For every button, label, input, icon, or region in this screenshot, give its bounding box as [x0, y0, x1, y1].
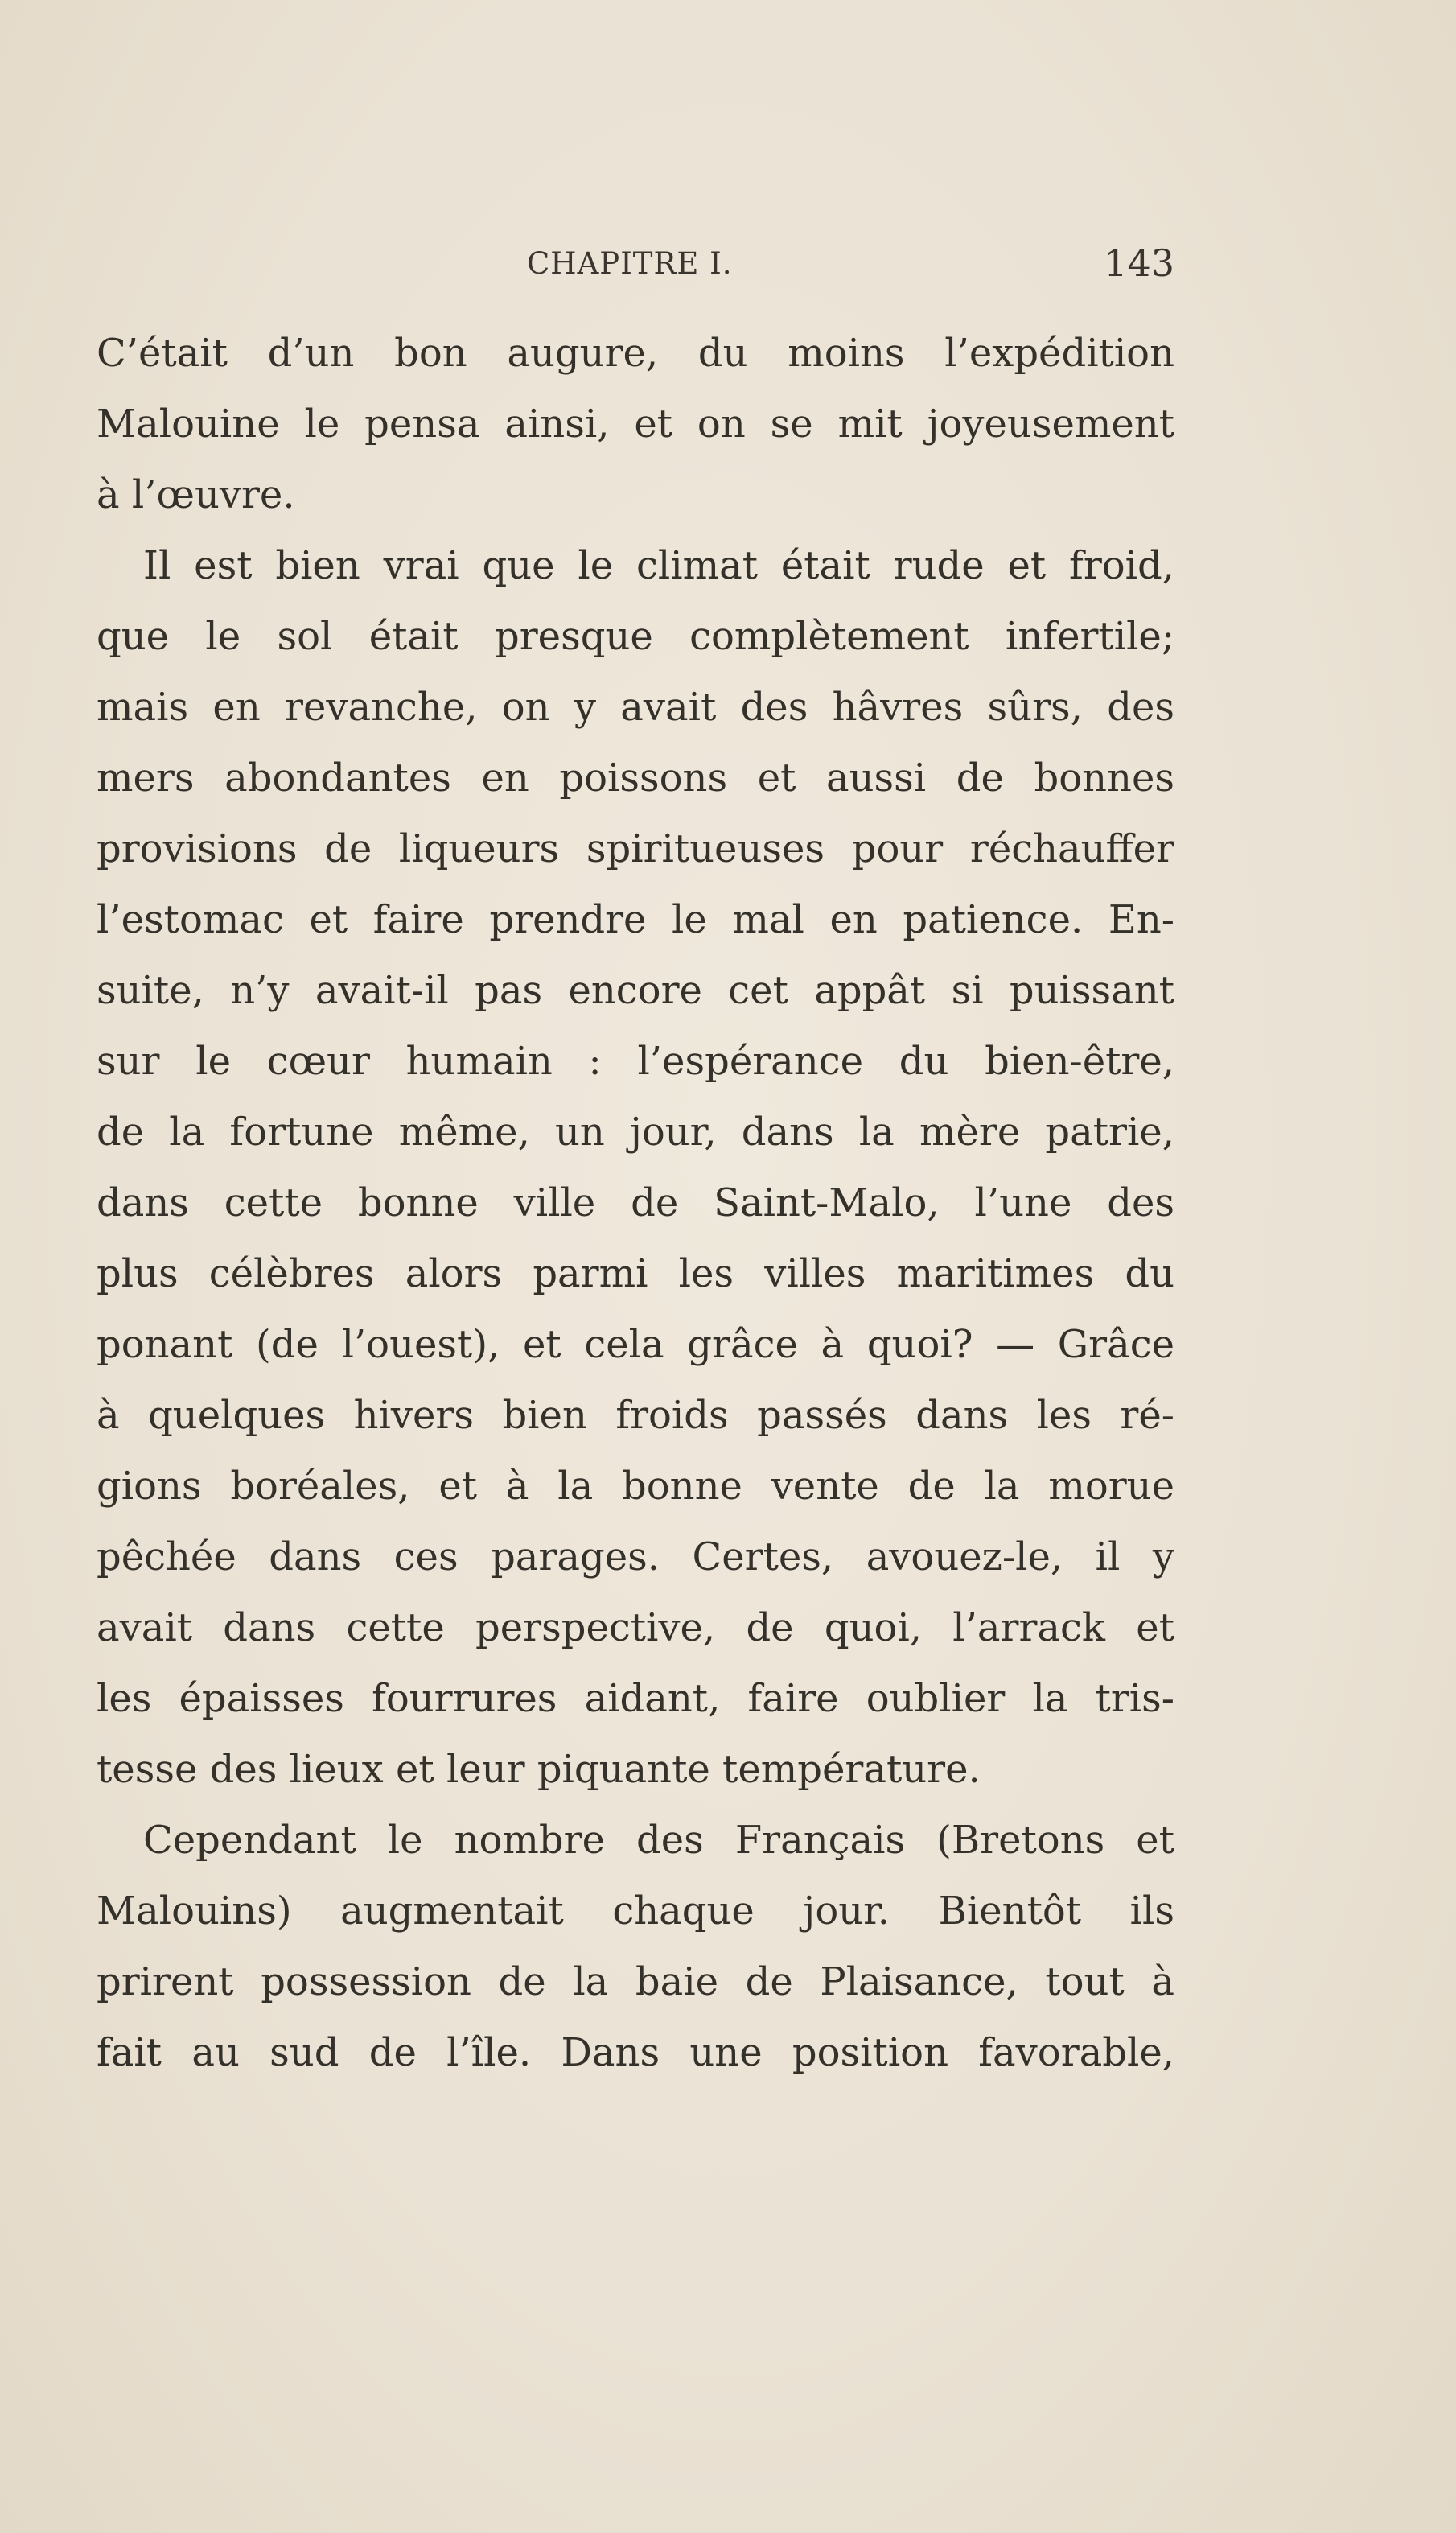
text-line: fait au sud de l’île. Dans une position favorable,	[97, 2030, 1174, 2075]
running-head: CHAPITRE I.	[527, 246, 733, 281]
text-line: tesse des lieux et leur piquante température.	[97, 1747, 981, 1792]
text-line: ponant (de l’ouest), et cela grâce à quoi? — Grâce	[97, 1322, 1174, 1367]
text-line: à l’œuvre.	[97, 472, 295, 517]
text-line: prirent possession de la baie de Plaisance, tout à	[97, 1959, 1174, 2004]
text-line: les épaisses fourrures aidant, faire oublier la tris-	[97, 1676, 1174, 1721]
text-line: pêchée dans ces parages. Certes, avouez-le, il y	[97, 1534, 1174, 1580]
text-line: gions boréales, et à la bonne vente de la morue	[97, 1464, 1174, 1509]
text-line: sur le cœur humain : l’espérance du bien-être,	[97, 1039, 1174, 1084]
text-line: suite, n’y avait-il pas encore cet appât si puissant	[97, 968, 1174, 1013]
text-line: dans cette bonne ville de Saint-Malo, l’une des	[97, 1180, 1174, 1225]
text-line: avait dans cette perspective, de quoi, l’arrack et	[97, 1605, 1174, 1650]
text-line: Malouine le pensa ainsi, et on se mit joyeusement	[97, 402, 1174, 447]
text-line: à quelques hivers bien froids passés dans les ré-	[97, 1393, 1174, 1438]
page-number: 143	[1104, 241, 1174, 285]
text-line: provisions de liqueurs spiritueuses pour réchauffer	[97, 826, 1174, 871]
text-line: C’était d’un bon augure, du moins l’expédition	[97, 331, 1174, 376]
text-line: de la fortune même, un jour, dans la mère patrie,	[97, 1110, 1174, 1155]
text-line: mais en revanche, on y avait des hâvres sûrs, des	[97, 685, 1174, 730]
page-header	[97, 241, 1174, 290]
text-line: Cependant le nombre des Français (Bretons et	[143, 1818, 1174, 1863]
body-text	[97, 318, 1174, 2088]
text-line: l’estomac et faire prendre le mal en patience. En-	[97, 897, 1174, 942]
text-line: mers abondantes en poissons et aussi de bonnes	[97, 756, 1174, 801]
text-line: Malouins) augmentait chaque jour. Bientôt ils	[97, 1888, 1174, 1934]
text-line: que le sol était presque complètement infertile;	[97, 614, 1174, 659]
text-line: Il est bien vrai que le climat était rude et froid,	[143, 543, 1174, 588]
text-line: plus célèbres alors parmi les villes maritimes du	[97, 1251, 1174, 1296]
